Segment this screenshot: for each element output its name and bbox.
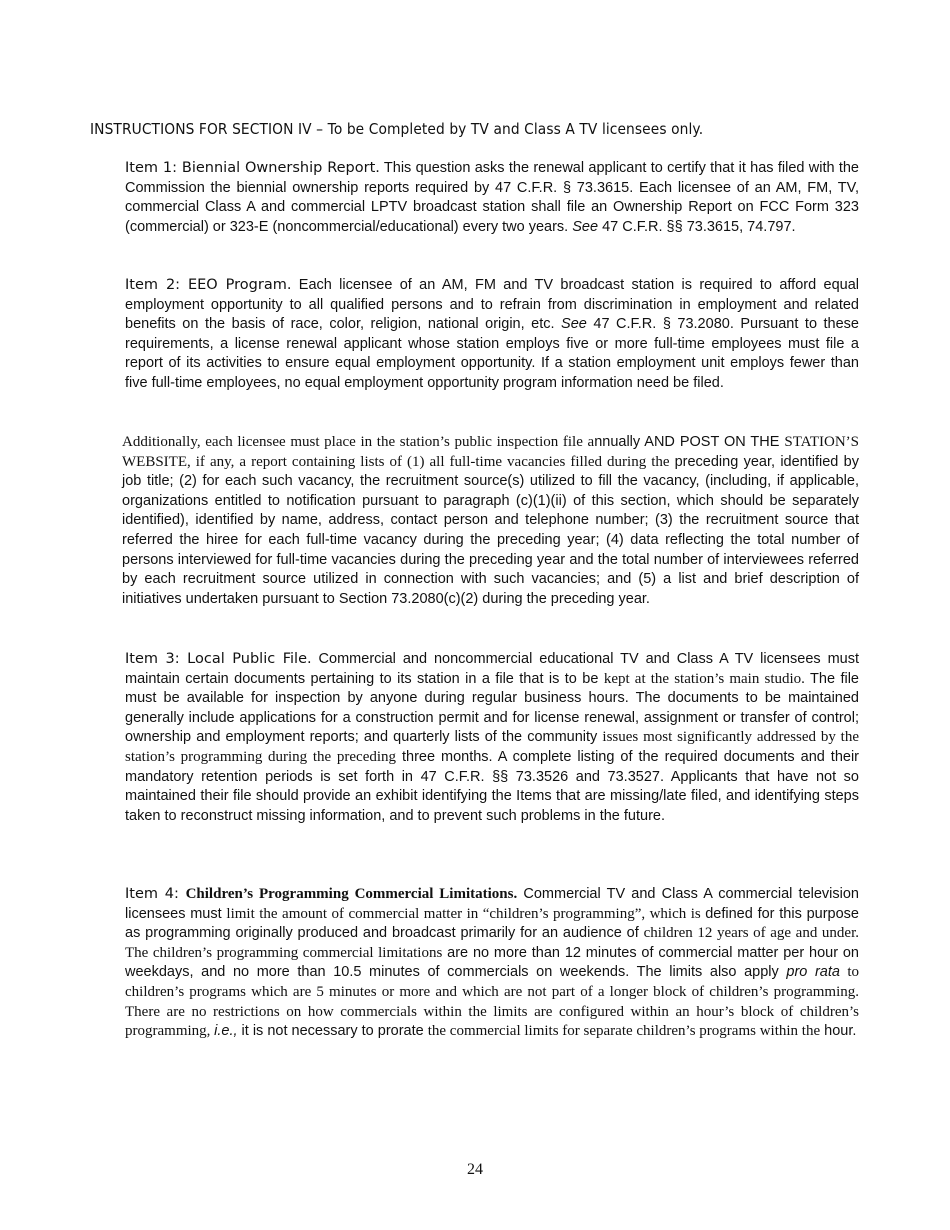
item-4-title-prefix: Item 4: [125, 886, 186, 902]
item-4-text-a: Commercial TV and Class A commercial television licensees must [125, 886, 859, 922]
item-1-text: This question asks the renewal applicant to certify that it has filed with the Commission the biennial ownership reports required by 47 C.F.R. § 73.3615. Each licensee of an AM, FM, TV, commercial Class A and commercial LPTV broadcast station shall file an Ownership Report on FCC Form 323 (commercial) or 323-E (noncommercial/educational) every two years. [125, 160, 859, 235]
item-4-ie: i.e., [214, 1023, 238, 1040]
item-3-serif-a: kept at the station’s main studio. [603, 670, 805, 687]
item-3-text-c: three months. A complete listing of the required documents and their mandatory retention periods is set forth in 47 C.F.R. §§ 73.3526 and 73.3527. Applicants that have not so maintained their file should provide an exhibit identifying the Items that are missing/late filed, and identifying steps taken to reconstruct missing information, and to prevent such problems in the future. [125, 748, 859, 824]
item-4-serif-d: the commercial limits for separate children’s programs within the [427, 1023, 821, 1040]
additional-serif-a: Additionally, each licensee must place in the station’s public inspection file a [122, 434, 595, 450]
additional-text-a: nnually AND POST ON THE [594, 434, 785, 450]
item-4-title: Children’s Programming Commercial Limitations. [185, 886, 518, 902]
item-1-see: See [572, 218, 599, 235]
item-4-pro-rata: pro rata [786, 964, 840, 981]
item-3-serif-b: issues most significantly addressed by the station’s programming during the preceding [125, 729, 859, 765]
item-2-text: Each licensee of an AM, FM and TV broadcast station is required to afford equal employment opportunity to all qualified persons and to refrain from discrimination in employment and related benefits on the basis of race, color, religion, national origin, etc. [125, 277, 859, 333]
item-4-text-e: hour. [820, 1023, 857, 1040]
additional-paragraph [122, 433, 859, 609]
item-4-text-c: are no more than 12 minutes of commercial matter per hour on weekdays, and no more than 10.5 minutes of commercials on weekends. The limits also apply [125, 944, 859, 981]
item-2-title: Item 2: EEO Program. [125, 277, 292, 293]
page-number: 24 [467, 1161, 483, 1178]
item-2-see: See [561, 316, 587, 333]
item-3-text-b: The file must be available for inspection by anyone during regular business hours. The documents to be maintained generally include applications for a construction permit and for license renewal, assignment or transfer of control; ownership and employment reports; and quarterly lists of the community [125, 670, 859, 746]
item-1-citation: 47 C.F.R. §§ 73.3615, 74.797. [598, 218, 796, 235]
item-4-text-b: defined for this purpose as programming originally produced and broadcast primarily for an audience of [125, 905, 859, 942]
section-heading: INSTRUCTIONS FOR SECTION IV – To be Completed by TV and Class A TV licensees only. [90, 120, 704, 138]
item-1-title: Item 1: Biennial Ownership Report. [125, 160, 380, 176]
item-3-title: Item 3: Local Public File. [125, 651, 312, 667]
item-2-paragraph [125, 276, 859, 394]
item-4-paragraph [125, 885, 859, 1042]
additional-text-b: preceding year, identified by job title; (2) for each such vacancy, the recruitment source(s) utilized to fill the vacancy, (including, if applicable, organizations entitled to notification pursuant to paragraph (c)(1)(ii) of this section, which should be separately identified), identified by name, address, contact person and telephone number; (3) the recruitment source that referred the hiree for each full-time vacancy during the preceding year; (4) data reflecting the total number of persons interviewed for full-time vacancies during the preceding year and the total number of interviewees referred by each recruitment source utilized in connection with such vacancies; and (5) a list and brief description of initiatives undertaken pursuant to Section 73.2080(c)(2) during the preceding year. [122, 453, 859, 607]
item-3-paragraph [125, 650, 859, 826]
item-4-serif-c: to children’s programs which are 5 minutes or more and which are not part of a longer block of children’s programming. There are no restrictions on how commercials within the limits are configured within an hour’s block of children’s programming, [125, 964, 859, 1040]
item-1-paragraph [125, 159, 859, 237]
item-4-serif-a: limit the amount of commercial matter in “children’s programming”, which is [226, 905, 706, 922]
item-2-text-continued: 47 C.F.R. § 73.2080. Pursuant to these requirements, a license renewal applicant whose station employs five or more full-time employees must file a report of its activities to ensure equal employment opportunity. If a station employment unit employs fewer than five full-time employees, no equal employment opportunity program information need be filed. [125, 316, 859, 391]
additional-serif-b: STATION’S WEBSITE, if any, a report containing lists of (1) all full-time vacancies filled during the [122, 434, 859, 470]
item-4-serif-b: children 12 years of age and under. The children’s programming commercial limitations [125, 925, 859, 961]
item-4-text-d: it is not necessary to prorate [237, 1023, 428, 1040]
item-3-text-a: Commercial and noncommercial educational TV and Class A TV licensees must maintain certain documents pertaining to its station in a file that is to be [125, 651, 859, 687]
